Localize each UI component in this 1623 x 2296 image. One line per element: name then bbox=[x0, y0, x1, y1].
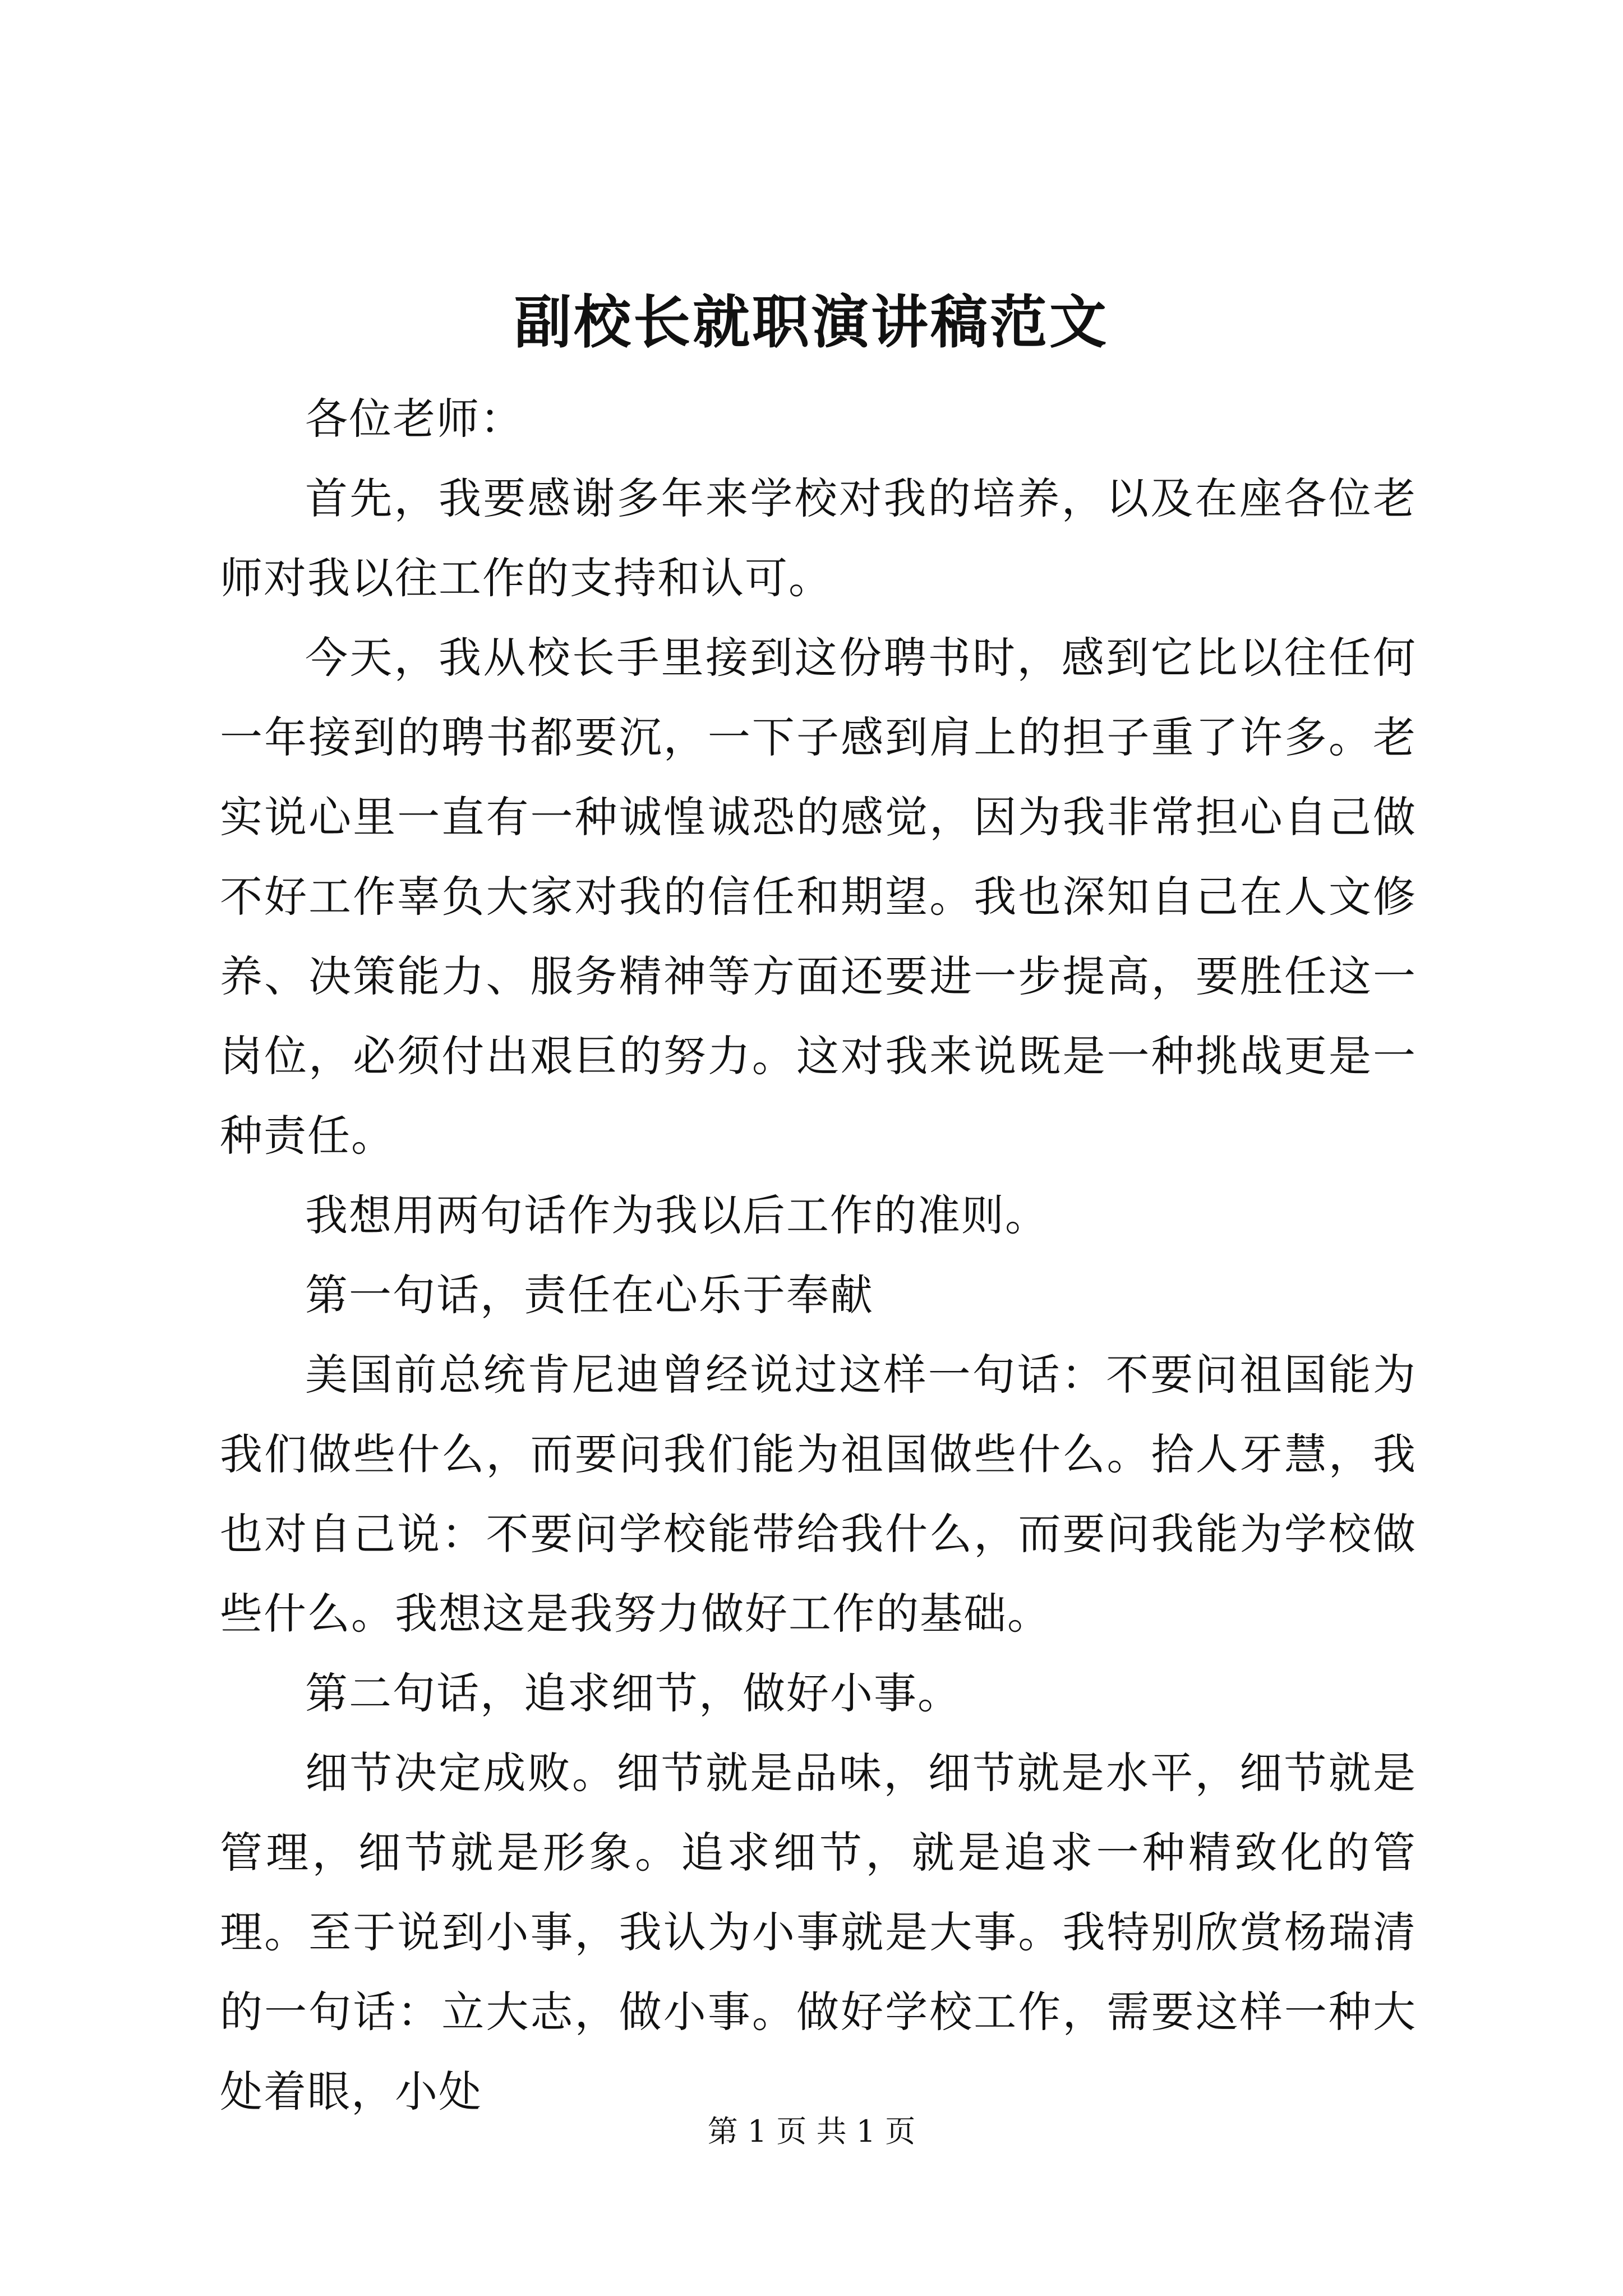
body-paragraph: 我想用两句话作为我以后工作的准则。 bbox=[305, 1190, 1049, 1240]
body-paragraph: 首先，我要感谢多年来学校对我的培养，以及在座各位老师对我以往工作的支持和认可。 bbox=[220, 473, 1417, 603]
body-paragraph: 今天，我从校长手里接到这份聘书时，感到它比以往任何一年接到的聘书都要沉，一下子感到肩上的担子重了许多。老实说心里一直有一种诚惶诚恐的感觉，因为我非常担心自己做不好工作辜负大家对我的信任和期望。我也深知自己在人文修养、决策能力、服务精神等方面还要进一步提高，要胜任这一岗位，必须付出艰巨的努力。这对我来说既是一种挑战更是一种责任。 bbox=[220, 633, 1417, 1161]
section-heading-paragraph: 第二句话，追求细节，做好小事。 bbox=[305, 1668, 961, 1718]
section-heading-paragraph: 第一句话，责任在心乐于奉献 bbox=[305, 1270, 874, 1320]
greeting-paragraph: 各位老师： bbox=[305, 394, 524, 444]
page-number-footer: 第 1 页 共 1 页 bbox=[707, 2114, 916, 2149]
document-title: 副校长就职演讲稿范文 bbox=[514, 289, 1109, 356]
body-paragraph: 美国前总统肯尼迪曾经说过这样一句话：不要问祖国能为我们做些什么，而要问我们能为祖国做些什么。拾人牙慧，我也对自己说：不要问学校能带给我什么，而要问我能为学校做些什么。我想这是我努力做好工作的基础。 bbox=[220, 1350, 1417, 1639]
body-paragraph: 细节决定成败。细节就是品味，细节就是水平，细节就是管理，细节就是形象。追求细节，就是追求一种精致化的管理。至于说到小事，我认为小事就是大事。我特别欣赏杨瑞清的一句话：立大志，做小事。做好学校工作，需要这样一种大处着眼，小处 bbox=[220, 1748, 1417, 2116]
document-body bbox=[220, 379, 1417, 2132]
